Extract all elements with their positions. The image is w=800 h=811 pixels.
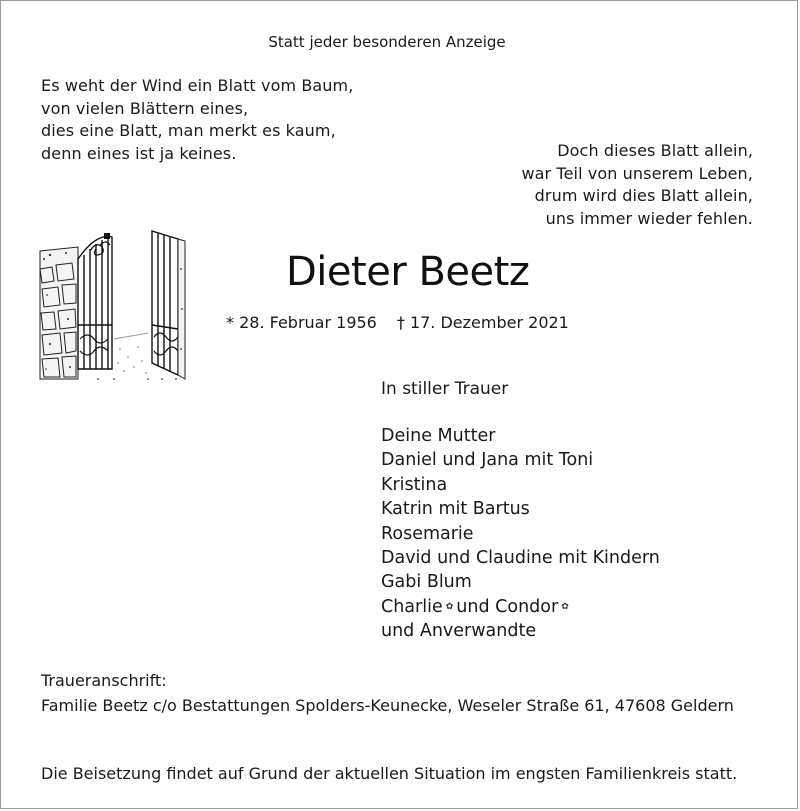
life-dates bbox=[226, 313, 569, 332]
poem-right-line: Doch dieses Blatt allein, bbox=[557, 141, 753, 160]
family-member: Kristina bbox=[381, 474, 448, 495]
family-member: Gabi Blum bbox=[381, 572, 472, 593]
death-date: † 17. Dezember 2021 bbox=[396, 313, 569, 332]
birth-date: * 28. Februar 1956 bbox=[226, 313, 377, 332]
poem-left-line: dies eine Blatt, man merkt es kaum, bbox=[41, 121, 336, 140]
family-member: und Anverwandte bbox=[381, 621, 537, 642]
family-member: Katrin mit Bartus bbox=[381, 499, 530, 520]
address-text: Familie Beetz c/o Bestattungen Spolders-Keunecke, Weseler Straße 61, 47608 Geldern bbox=[41, 696, 734, 715]
notice-header: Statt jeder besonderen Anzeige bbox=[268, 33, 506, 51]
family-list bbox=[381, 424, 660, 644]
footer-note: Die Beisetzung findet auf Grund der aktuellen Situation im engsten Familienkreis statt. bbox=[41, 764, 738, 783]
family-member: Deine Mutter bbox=[381, 426, 496, 446]
poem-left-line: von vielen Blättern eines, bbox=[41, 98, 249, 118]
family-member: Daniel und Jana mit Toni bbox=[381, 450, 594, 471]
deceased-name: Dieter Beetz bbox=[286, 249, 530, 295]
family-member: Rosemarie bbox=[381, 523, 474, 544]
poem-left bbox=[41, 75, 353, 165]
pet-name: Condor bbox=[495, 597, 559, 618]
paw-icon: ✿ bbox=[561, 601, 569, 612]
gate-illustration bbox=[38, 229, 186, 381]
poem-right-line: drum wird dies Blatt allein, bbox=[534, 186, 753, 205]
poem-left-line: denn eines ist ja keines. bbox=[41, 143, 237, 163]
mourning-intro: In stiller Trauer bbox=[381, 379, 509, 399]
poem-left-line: Es weht der Wind ein Blatt vom Baum, bbox=[41, 76, 354, 95]
poem-right-line: uns immer wieder fehlen. bbox=[545, 208, 753, 228]
pet-joiner: und bbox=[456, 597, 490, 618]
poem-right bbox=[521, 140, 753, 230]
pet-name: Charlie bbox=[381, 597, 443, 618]
pets-line bbox=[381, 595, 660, 620]
poem-right-line: war Teil von unserem Leben, bbox=[521, 163, 753, 183]
family-member: David und Claudine mit Kindern bbox=[381, 548, 660, 569]
address-label: Traueranschrift: bbox=[41, 671, 167, 690]
paw-icon: ✿ bbox=[445, 601, 454, 612]
